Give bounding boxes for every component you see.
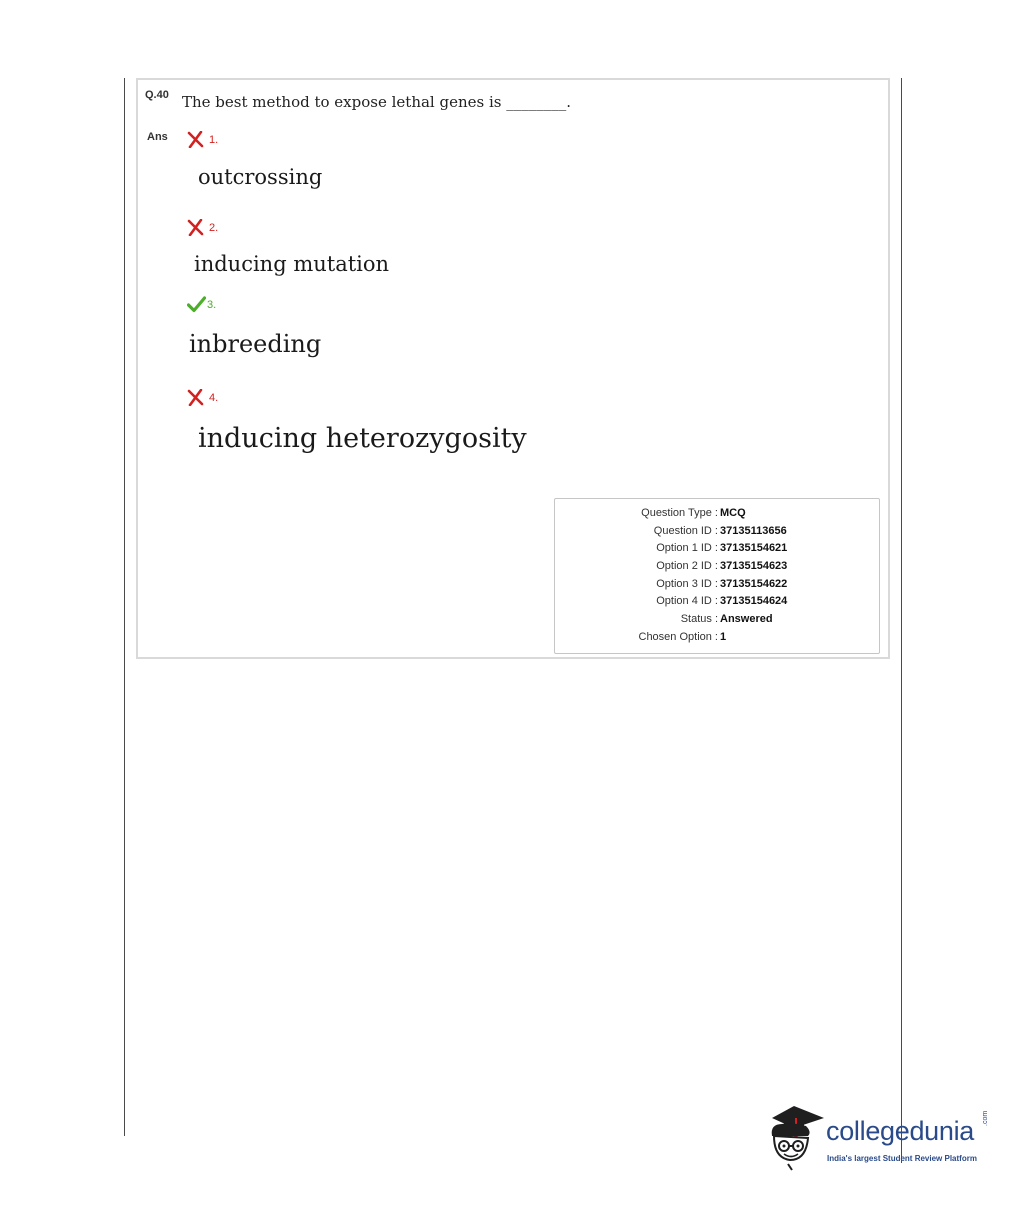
option-4-number: 4. [209,391,219,404]
question-card [136,78,890,659]
logo-suffix: .com [982,1110,989,1126]
logo-wordmark: collegedunia [826,1116,975,1146]
collegedunia-logo [766,1104,996,1176]
option-1-text: outcrossing [198,165,323,189]
option-2-text: inducing mutation [194,252,390,276]
answer-label: Ans [147,131,168,143]
status-label: Status : [680,613,718,625]
question-number: Q.40 [145,89,169,101]
page-left-border [124,78,125,1136]
option-1-number: 1. [209,133,219,146]
question-text: The best method to expose lethal genes is ________. [182,93,571,111]
option-2-id-label: Option 2 ID : [656,560,718,572]
option-2-header [187,219,218,236]
option-4-id-label: Option 4 ID : [656,595,718,607]
option-3-id-label: Option 3 ID : [656,578,718,590]
cross-icon [187,219,204,236]
check-icon [187,296,206,313]
question-type-value: MCQ [720,507,746,519]
cross-icon [187,131,204,148]
option-3-id-value: 37135154622 [720,578,788,590]
question-id-label: Question ID : [653,525,718,537]
mascot-icon [766,1104,828,1176]
option-1-id-label: Option 1 ID : [656,542,718,554]
option-2-number: 2. [209,221,219,234]
option-2-id-value: 37135154623 [720,560,788,572]
chosen-option-label: Chosen Option : [638,631,718,643]
question-type-label: Question Type : [641,507,718,519]
option-1-header [187,131,218,148]
chosen-option-value: 1 [720,631,727,643]
option-3-text: inbreeding [189,330,322,358]
option-1-id-value: 37135154621 [720,542,788,554]
cross-icon [187,389,204,406]
status-value: Answered [720,613,773,625]
option-3-header [187,296,216,313]
page-right-border [901,78,902,1163]
option-4-text: inducing heterozygosity [198,423,527,454]
question-id-value: 37135113656 [720,525,787,537]
option-4-id-value: 37135154624 [720,595,788,607]
option-4-header [187,389,218,406]
option-3-number: 3. [207,298,217,311]
logo-tagline: India's largest Student Review Platform [827,1154,977,1163]
question-details-box [554,498,880,654]
